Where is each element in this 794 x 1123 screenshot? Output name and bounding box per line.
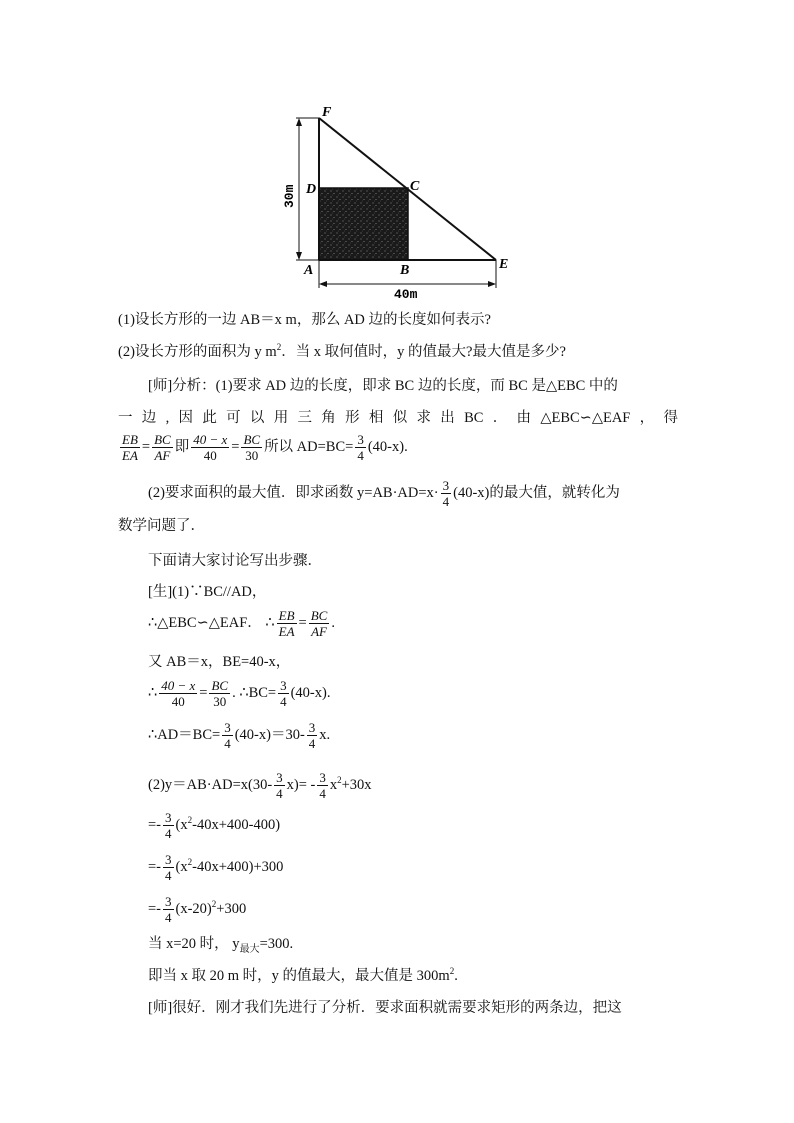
label-B: B — [400, 263, 410, 278]
question-2: (2)设长方形的面积为 y $m^2$．当 x 取何值时，y 的值最大?最大值是多少? — [118, 342, 566, 360]
char-14: 出 — [440, 410, 455, 426]
dim-bottom-label: 40m — [394, 287, 418, 300]
discuss-line: 下面请大家讨论写出步骤． — [148, 553, 322, 569]
char-13: 求 — [416, 410, 431, 426]
teacher-analysis-1: [师]分析：(1)要求 AD 边的长度，即求 BC 边的长度，而 BC 是△EBC 中的 — [148, 378, 618, 394]
char-17: 由 — [516, 410, 532, 426]
char-18: △EBC∽△EAF — [540, 410, 631, 426]
question-1: (1)设长方形的一边 AB＝x m，那么 AD 边的长度如何表示? — [118, 312, 491, 328]
char-4: 此 — [202, 410, 217, 426]
label-A: A — [304, 263, 314, 278]
char-5: 可 — [226, 410, 241, 426]
teacher-analysis-5: 数学问题了． — [118, 518, 205, 534]
label-F: F — [322, 105, 332, 120]
student-step-10: 当 x=20 时， $y_{最大}=300$. — [148, 936, 294, 955]
student-step-11: 即当 x 取 20 m 时，y 的值最大，最大值是 $300m^2$. — [148, 966, 458, 984]
char-7: 用 — [273, 410, 289, 426]
label-C: C — [410, 179, 420, 194]
char-0: 一 — [118, 410, 133, 426]
char-11: 相 — [368, 410, 384, 426]
char-12: 似 — [392, 410, 408, 426]
teacher-summary: [师]很好．刚才我们先进行了分析．要求面积就需要求矩形的两条边，把这 — [148, 1000, 622, 1016]
char-15: BC — [464, 410, 484, 426]
student-step-3: 又 AB＝x，BE=40-x， — [148, 654, 291, 670]
student-step-9: =- $\frac{3}{4}$ $(x-20)^2+300$ — [148, 894, 247, 925]
student-step-1: [生](1)∵BC//AD， — [148, 584, 267, 600]
dim-left-label: 30m — [282, 184, 297, 208]
student-step-2: ∴△EBC∽△EAF． ∴ $\frac{EB}{EA}$ = $\frac{BC}{AF}$ . — [148, 608, 335, 639]
char-2: , — [165, 410, 170, 426]
student-step-5: ∴AD＝BC= $\frac{3}{4}$ (40-x)＝30- $\frac{3}{4}$ x. — [148, 720, 331, 751]
student-step-6: (2)y＝AB·AD=x(30- $\frac{3}{4}$ x)= - $\frac{3}{4}$ $x^2+30x$ — [148, 770, 372, 801]
shaded-rectangle — [319, 188, 408, 260]
char-8: 三 — [297, 410, 312, 426]
triangle-rectangle-figure — [282, 100, 522, 300]
char-6: 以 — [249, 410, 265, 426]
student-step-7: =- $\frac{3}{4}$ $(x^2-40x+400-400)$ — [148, 810, 281, 841]
student-step-8: =- $\frac{3}{4}$ $(x^2-40x+400)+300$ — [148, 852, 284, 883]
student-step-4: ∴ $\frac{40 - x}{40}$ = $\frac{BC}{30}$ . ∴BC= $\frac{3}{4}$ (40-x). — [148, 678, 331, 709]
char-3: 因 — [178, 410, 194, 426]
char-1: 边 — [141, 410, 157, 426]
label-D: D — [306, 182, 317, 197]
label-E: E — [499, 257, 509, 272]
teacher-analysis-2 — [118, 408, 678, 428]
char-16: ． — [492, 410, 508, 426]
teacher-analysis-4: (2)要求面积的最大值．即求函数 y=AB·AD=x· $\frac{3}{4}$ (40-x)的最大值，就转化为 — [148, 478, 620, 509]
char-20: 得 — [663, 410, 678, 426]
char-9: 角 — [321, 410, 336, 426]
char-10: 形 — [345, 410, 360, 426]
teacher-analysis-3: $\frac{EB}{EA}$ = $\frac{BC}{AF}$ 即 $\frac{40 - x}{40}$ = $\frac{BC}{30}$ 所以 AD=BC= $\frac{3}{4}$ (40-x). — [122, 432, 408, 463]
char-19: ， — [639, 410, 655, 426]
